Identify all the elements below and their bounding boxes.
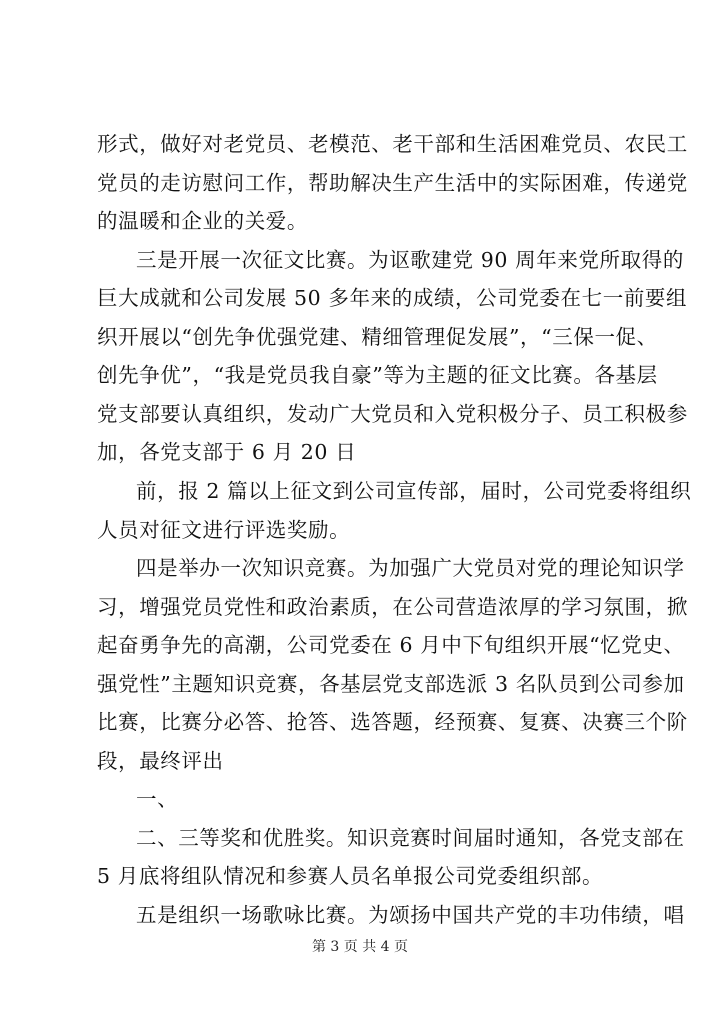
text-line: 比赛，比赛分必答、抢答、选答题，经预赛、复赛、决赛三个阶	[97, 710, 688, 734]
paragraph-start-line: 二、三等奖和优胜奖。知识竞赛时间届时通知，各党支部在	[136, 826, 685, 850]
text-line: 形式，做好对老党员、老模范、老干部和生活困难党员、农民工	[97, 132, 688, 156]
text-line: 段，最终评出	[97, 749, 224, 773]
paragraph-start-line: 一、	[136, 787, 179, 811]
text-line: 5 月底将组队情况和参赛人员名单报公司党委组织部。	[97, 864, 604, 888]
text-line: 党员的走访慰问工作，帮助解决生产生活中的实际困难，传递党	[97, 171, 688, 195]
text-line: 强党性”主题知识竞赛，各基层党支部选派 3 名队员到公司参加	[97, 672, 685, 696]
text-line: 习，增强党员党性和政治素质，在公司营造浓厚的学习氛围，掀	[97, 595, 688, 619]
paragraph-start-line: 四是举办一次知识竞赛。为加强广大党员对党的理论知识学	[136, 556, 685, 580]
text-line: 的温暖和企业的关爱。	[97, 209, 308, 233]
paragraph-start-line: 三是开展一次征文比赛。为讴歌建党 90 周年来党所取得的	[136, 248, 684, 272]
text-line: 创先争优”，“我是党员我自豪”等为主题的征文比赛。各基层	[97, 363, 658, 387]
text-line: 织开展以“创先争优强党建、精细管理促发展”，“三保一促、	[97, 325, 658, 349]
text-line: 人员对征文进行评选奖励。	[97, 518, 351, 542]
paragraph-start-line: 五是组织一场歌咏比赛。为颂扬中国共产党的丰功伟绩，唱	[136, 903, 685, 927]
text-line: 巨大成就和公司发展 50 多年来的成绩，公司党委在七一前要组	[97, 286, 688, 310]
paragraph-start-line: 前，报 2 篇以上征文到公司宣传部，届时，公司党委将组织	[136, 479, 692, 503]
text-line: 党支部要认真组织，发动广大党员和入党积极分子、员工积极参	[97, 402, 688, 426]
page-number-footer: 第 3 页 共 4 页	[311, 939, 409, 955]
text-line: 起奋勇争先的高潮，公司党委在 6 月中下旬组织开展“忆党史、	[97, 633, 685, 657]
text-line: 加，各党支部于 6 月 20 日	[97, 440, 357, 464]
